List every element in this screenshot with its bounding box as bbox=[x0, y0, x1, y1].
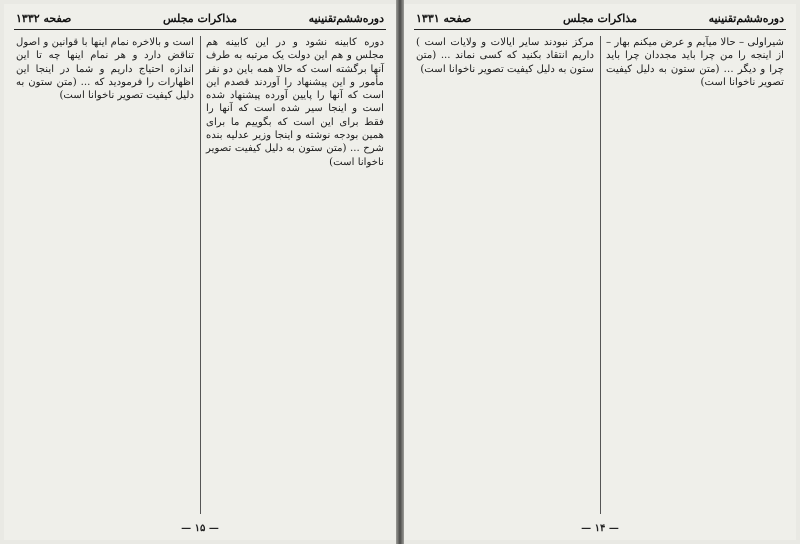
book-gutter bbox=[396, 0, 404, 544]
left-running-title: مذاکرات مجلس bbox=[163, 12, 237, 25]
left-page-column-left: است و بالاخره نمام اینها با قوانین و اصول تناقض دارد و هر نمام اینها چه تا این اندازه احتیاج داریم و شما در اینجا این اظهارات را فرمودید که ... (متن ستون به دلیل کیفیت تصویر ناخوانا است) bbox=[12, 37, 194, 102]
left-session-label: دوره‌ششم‌تقنینیه bbox=[308, 12, 384, 25]
left-page-header bbox=[12, 12, 388, 28]
left-header-rule bbox=[14, 29, 386, 30]
right-session-label: دوره‌ششم‌تقنینیه bbox=[708, 12, 784, 25]
left-page-column-right: دوره کابینه نشود و در این کابینه هم مجلس و هم این دولت یک مرتبه به طرف آنها برگشته است که حالا همه باین دو نفر مأمور و این پیشنهاد را آوردند قصدم این است که آنها را پایین آورده پیشنهاد شده است و اینجا سیر شده است که آنها را فقط برای این است که بگوییم ما برای همین بودجه نوشته و اینجا وزیر عدلیه بنده شرح ... (متن ستون به دلیل کیفیت تصویر ناخوانا است) bbox=[202, 37, 384, 168]
right-page-header bbox=[412, 12, 788, 28]
left-page-number: صفحه ۱۳۳۲ bbox=[16, 12, 72, 25]
left-page-folio: — ۱۵ — bbox=[181, 523, 219, 534]
right-page-column-right: شیراولی – حالا میآیم و عرض میکنم بهار – از اینجه را من چرا باید مجددان چرا باید چرا و دیگر … (متن ستون به دلیل کیفیت تصویر ناخوانا است) bbox=[602, 37, 784, 88]
right-page-column-left: مرکز نبودند سایر ایالات و ولایات است ) داریم انتقاد بکنید که کسی نماند ... (متن ستون به دلیل کیفیت تصویر ناخوانا است) bbox=[412, 37, 594, 75]
right-page-folio: — ۱۴ — bbox=[581, 523, 619, 534]
left-page bbox=[4, 4, 396, 540]
right-running-title: مذاکرات مجلس bbox=[563, 12, 637, 25]
right-header-rule bbox=[414, 29, 786, 30]
right-column-divider bbox=[600, 36, 601, 514]
right-page bbox=[404, 4, 796, 540]
left-column-divider bbox=[200, 36, 201, 514]
right-page-number: صفحه ۱۳۳۱ bbox=[416, 12, 472, 25]
